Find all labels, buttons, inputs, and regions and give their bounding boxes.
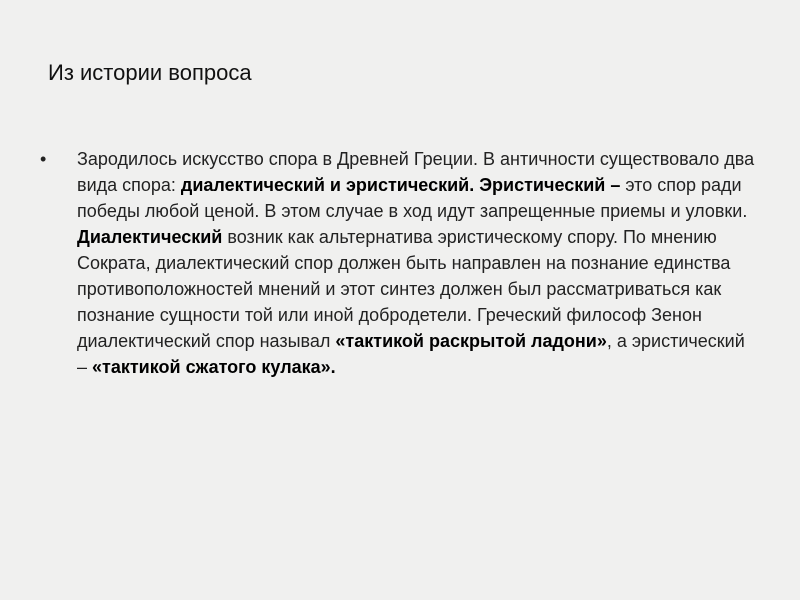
bullet-text [77,146,757,380]
text-run: возник как альтернатива эристическому спору. По мнению Сократа, диалектический спор должен быть направлен на познание единства противоположностей мнений и этот синтез должен был рассматриваться как познание сущности той или иной добродетели. Греческий философ Зенон диалектический спор называл [77,227,731,351]
bullet-dot-icon: • [40,149,47,169]
bullet-list [40,146,760,380]
text-run-bold: Диалектический [77,227,223,247]
text-run: , а эристический – [77,331,745,377]
text-run: это спор ради победы любой ценой. В этом случае в ход идут запрещенные приемы и уловки. [77,175,748,221]
text-run-bold: «тактикой сжатого кулака». [92,357,336,377]
text-run-bold: диалектический и эристический. Эристический – [180,175,621,195]
list-item [40,146,760,380]
text-run: Зародилось искусство спора в Древней Греции. В античности существовало два вида спора: [77,149,755,195]
slide-title: Из истории вопроса [48,60,252,85]
text-run-bold: «тактикой раскрытой ладони» [335,331,607,351]
